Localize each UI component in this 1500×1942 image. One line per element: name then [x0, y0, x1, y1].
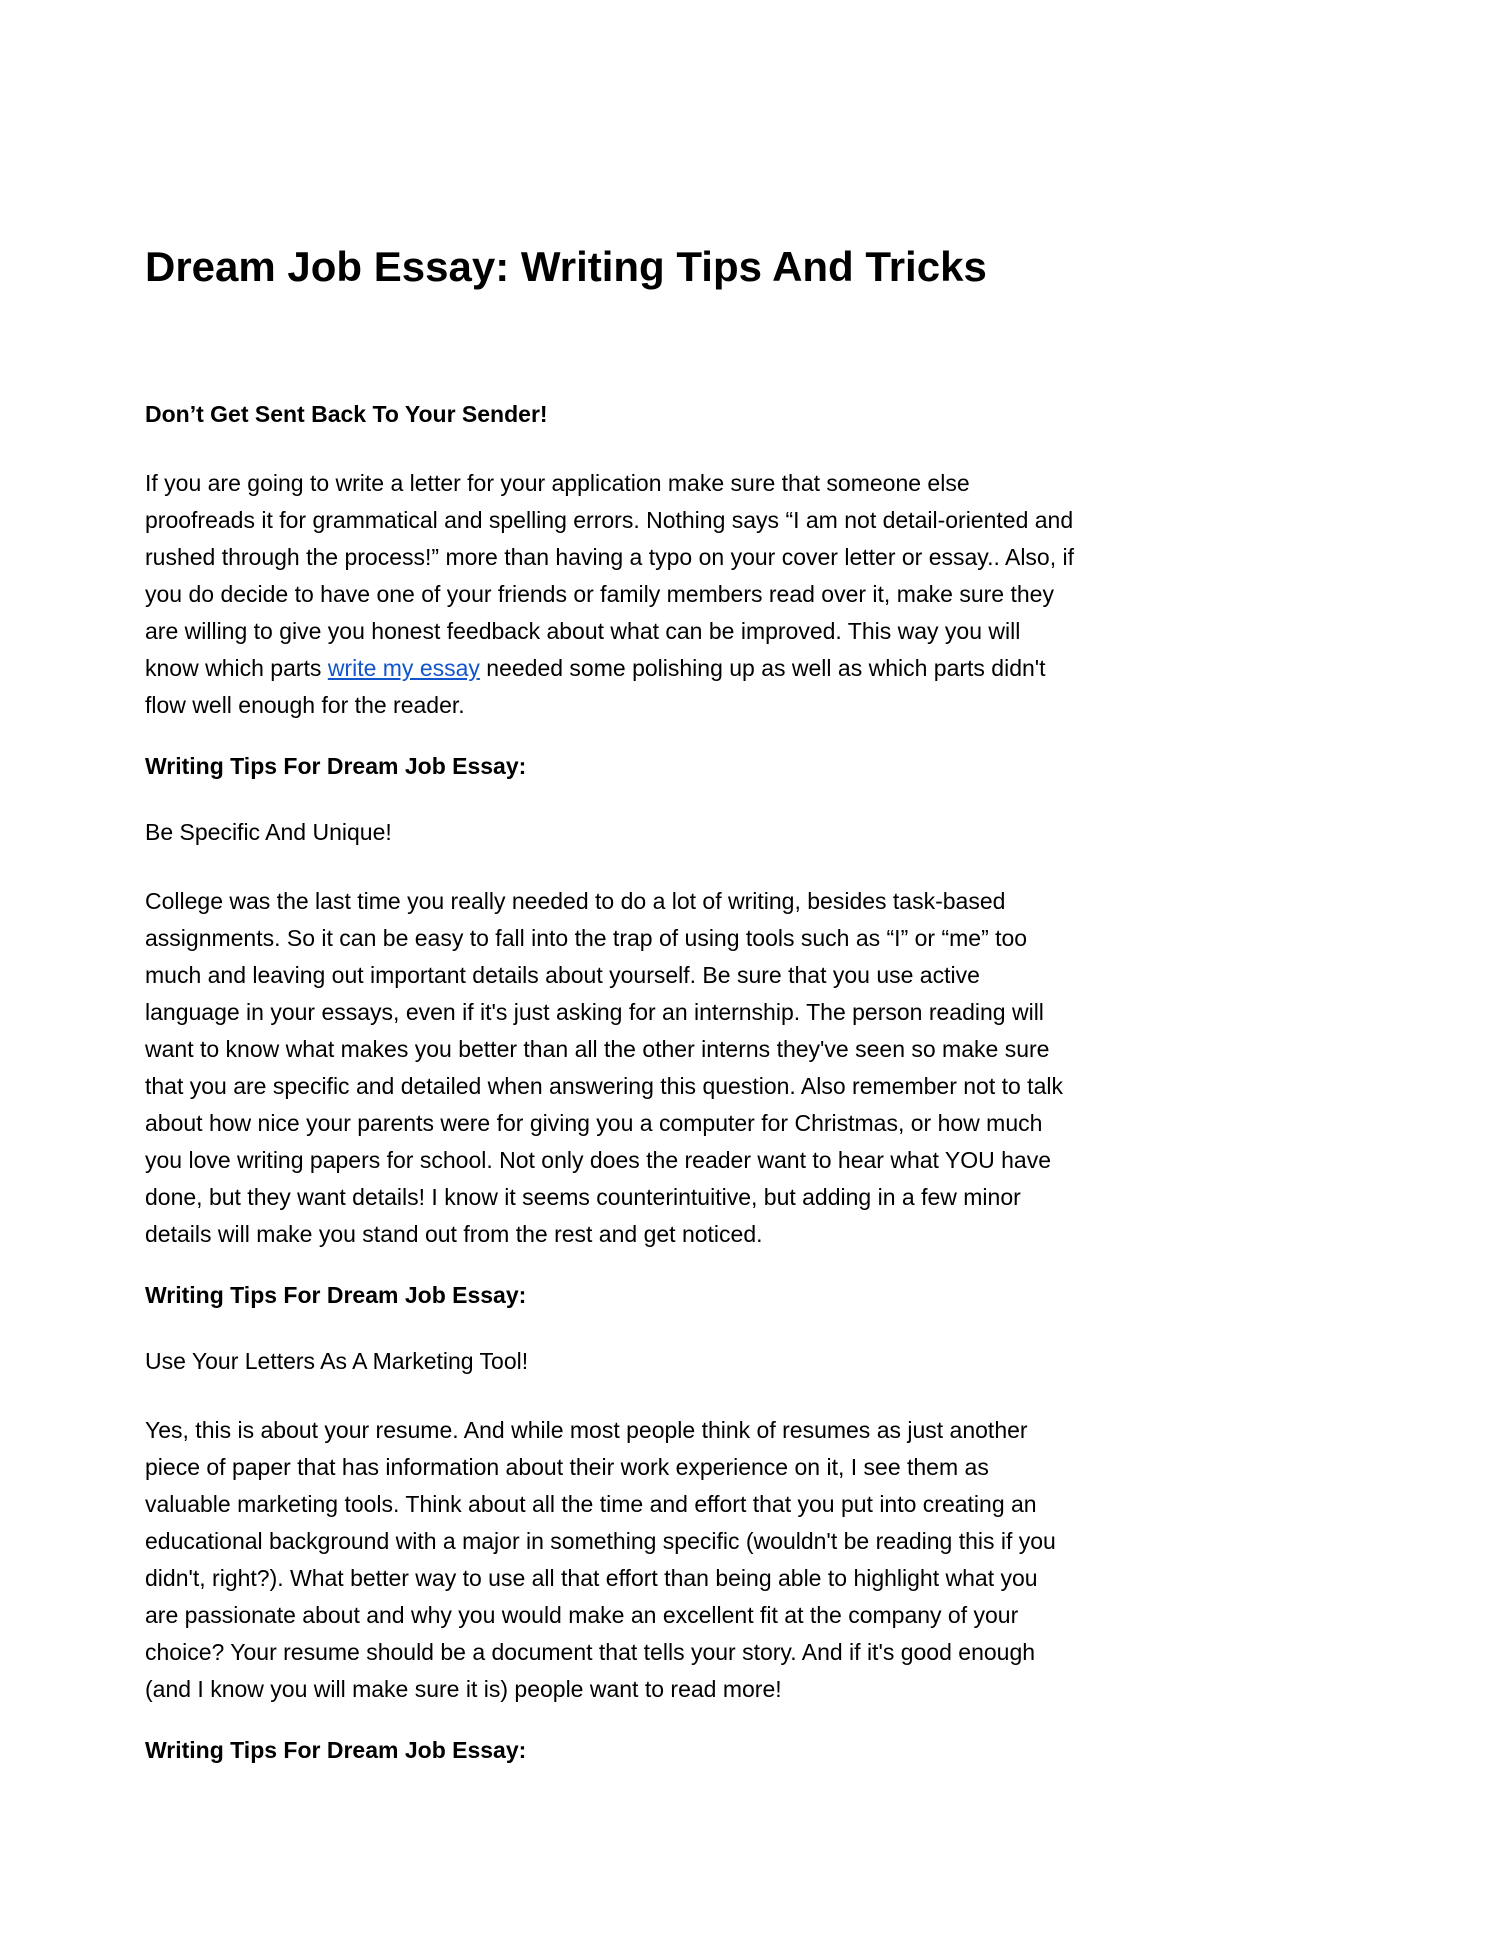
paragraph-proofreading [145, 465, 1075, 724]
section-heading-dont-get-sent-back: Don’t Get Sent Back To Your Sender! [145, 401, 548, 427]
paragraph-text-before-link: If you are going to write a letter for your application make sure that someone else proofreads it for grammatical and spelling errors. Nothing says “I am not detail-oriented and rushed through the process!” more than having a typo on your cover letter or essay.. Also, if you do decide to have one of your friends or family members read over it, make sure they are willing to give you honest feedback about what can be improved. This way you will know which parts [145, 470, 1075, 681]
section-heading-writing-tips-1: Writing Tips For Dream Job Essay: [145, 753, 527, 779]
paragraph-marketing-tool: Yes, this is about your resume. And while most people think of resumes as just another piece of paper that has information about their work experience on it, I see them as valuable marketing tools. Think about all the time and effort that you put into creating an educational background with a major in something specific (wouldn't be reading this if you didn't, right?). What better way to use all that effort than being able to highlight what you are passionate about and why you would make an excellent fit at the company of your choice? Your resume should be a document that tells your story. And if it's good enough (and I know you will make sure it is) people want to read more! [145, 1417, 1056, 1702]
paragraph-text-after-link: needed some polishing up as well as which parts didn't flow well enough for the reader. [145, 655, 1046, 718]
document-title: Dream Job Essay: Writing Tips And Tricks [145, 243, 987, 290]
section-heading-writing-tips-2: Writing Tips For Dream Job Essay: [145, 1282, 527, 1308]
write-my-essay-link[interactable]: write my essay [327, 655, 480, 681]
section-heading-writing-tips-3: Writing Tips For Dream Job Essay: [145, 1737, 527, 1763]
paragraph-be-specific: College was the last time you really needed to do a lot of writing, besides task-based assignments. So it can be easy to fall into the trap of using tools such as “I” or “me” too much and leaving out important details about yourself. Be sure that you use active language in your essays, even if it's just asking for an internship. The person reading will want to know what makes you better than all the other interns they've seen so make sure that you are specific and detailed when answering this question. Also remember not to talk about how nice your parents were for giving you a computer for Christmas, or how much you love writing papers for school. Not only does the reader want to hear what YOU have done, but they want details! I know it seems counterintuitive, but adding in a few minor details will make you stand out from the rest and get noticed. [145, 888, 1063, 1247]
subheading-marketing-tool: Use Your Letters As A Marketing Tool! [145, 1348, 529, 1374]
subheading-be-specific-and-unique: Be Specific And Unique! [145, 819, 392, 845]
